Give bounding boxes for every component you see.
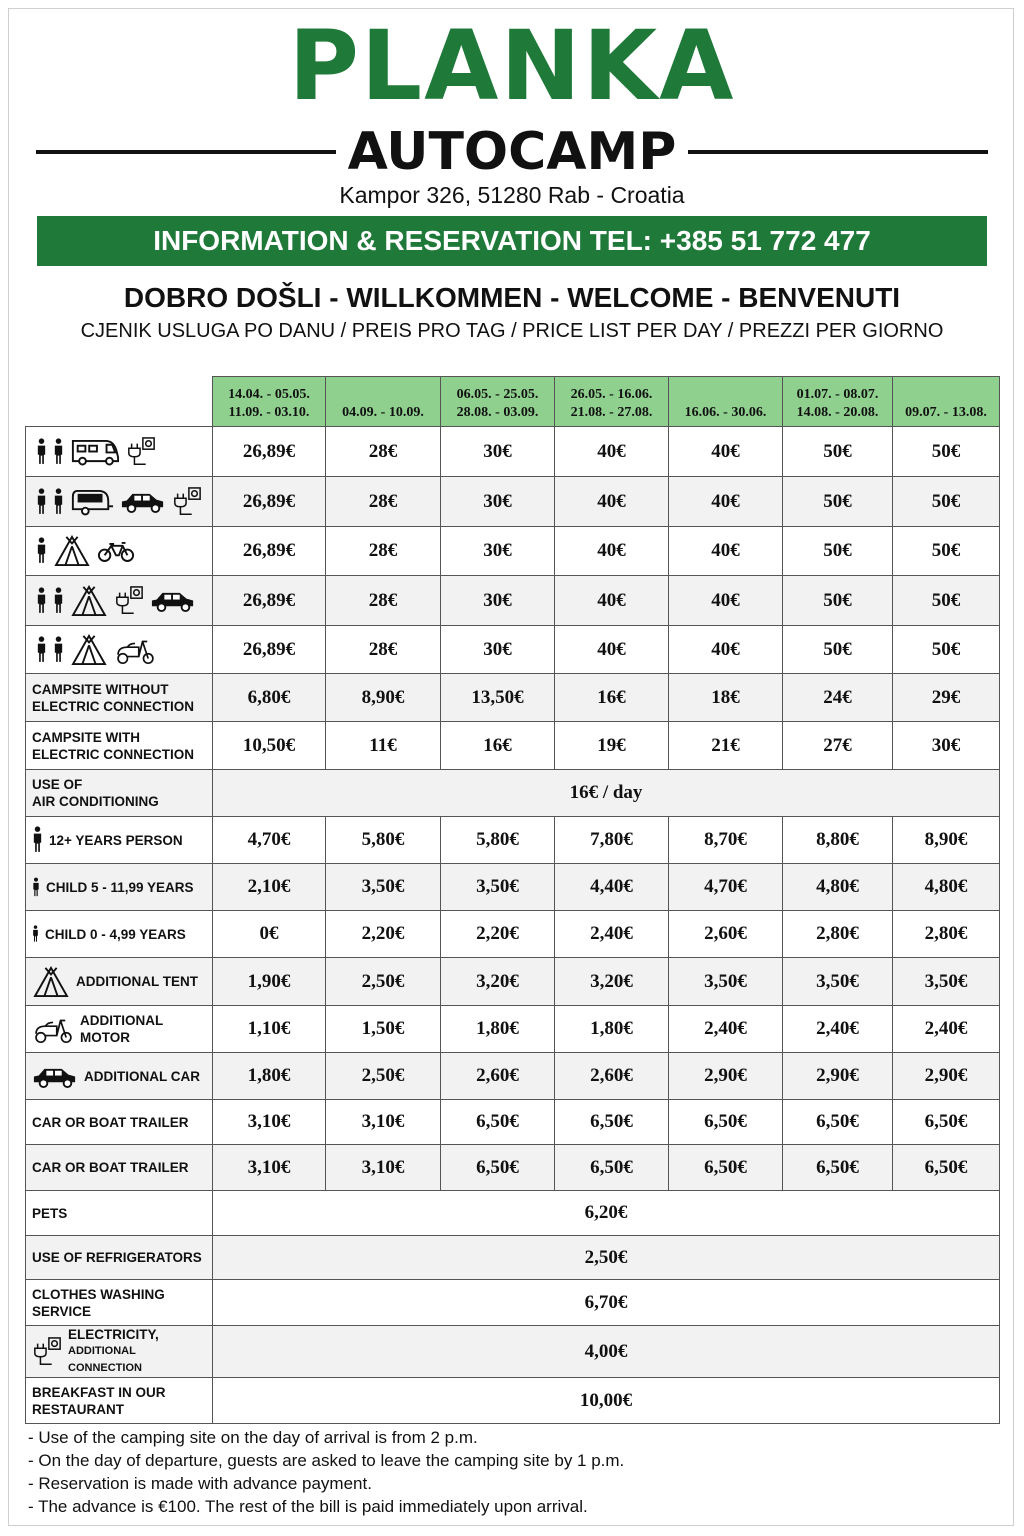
price-cell: 26,89€ <box>213 477 326 527</box>
table-row <box>26 626 1000 674</box>
row-label-cell <box>26 770 213 817</box>
price-cell: 3,50€ <box>441 864 555 911</box>
row-label-line: AIR CONDITIONING <box>32 794 159 809</box>
price-cell: 26,89€ <box>213 576 326 626</box>
row-icons <box>32 826 43 854</box>
price-cell: 6,50€ <box>555 1100 669 1145</box>
price-cell: 4,70€ <box>213 817 326 864</box>
price-cell: 40€ <box>669 427 783 477</box>
table-row <box>26 674 1000 722</box>
row-label-line: RESTAURANT <box>32 1401 124 1417</box>
price-cell: 50€ <box>893 626 1000 674</box>
row-label <box>76 973 198 990</box>
power-plug-icon <box>126 436 156 468</box>
camper-icon <box>70 437 120 466</box>
price-cell: 2,40€ <box>555 911 669 958</box>
season-dates: 04.09. - 10.09. <box>342 405 424 420</box>
header-corner <box>26 377 213 427</box>
price-cell: 40€ <box>555 477 669 527</box>
table-row <box>26 1100 1000 1145</box>
price-cell: 6,50€ <box>893 1145 1000 1191</box>
price-cell: 2,90€ <box>893 1053 1000 1100</box>
person-icon <box>53 438 64 466</box>
price-cell: 10,50€ <box>213 722 326 770</box>
row-label <box>32 1159 189 1176</box>
season-column-header <box>555 377 669 427</box>
price-cell: 4,80€ <box>893 864 1000 911</box>
price-cell: 6,50€ <box>893 1100 1000 1145</box>
row-label-line: CAR OR BOAT TRAILER <box>32 1160 189 1175</box>
table-row <box>26 1236 1000 1280</box>
table-row <box>26 958 1000 1006</box>
season-dates: 26.05. - 16.06. <box>570 387 653 402</box>
row-label <box>84 1068 200 1085</box>
price-cell: 6,50€ <box>783 1100 893 1145</box>
table-row <box>26 477 1000 527</box>
person-icon <box>36 438 47 466</box>
person-icon <box>53 587 64 615</box>
subtitle-row <box>36 124 988 180</box>
price-cell: 2,40€ <box>893 1006 1000 1053</box>
price-cell: 4,70€ <box>669 864 783 911</box>
season-dates: 14.08. - 20.08. <box>796 405 879 420</box>
power-plug-icon <box>114 585 144 617</box>
price-cell: 3,10€ <box>326 1145 441 1191</box>
price-cell: 4,40€ <box>555 864 669 911</box>
price-cell: 16€ <box>441 722 555 770</box>
table-row <box>26 1326 1000 1378</box>
car-icon <box>120 490 166 513</box>
price-cell: 50€ <box>783 427 893 477</box>
price-cell: 2,60€ <box>669 911 783 958</box>
reservation-banner: INFORMATION & RESERVATION TEL: +385 51 772 477 <box>37 216 987 266</box>
price-cell: 2,80€ <box>893 911 1000 958</box>
price-cell: 3,20€ <box>555 958 669 1006</box>
price-cell: 0€ <box>213 911 326 958</box>
row-label-cell <box>26 1378 213 1424</box>
child-icon <box>32 877 40 898</box>
price-cell: 40€ <box>669 477 783 527</box>
row-label-cell <box>26 1191 213 1236</box>
price-cell: 2,90€ <box>669 1053 783 1100</box>
price-cell: 6,50€ <box>669 1100 783 1145</box>
note-line: - Reservation is made with advance payment. <box>28 1474 372 1493</box>
notes <box>28 1426 624 1518</box>
row-label <box>68 1326 212 1377</box>
row-label-line: ELECTRIC CONNECTION <box>32 698 194 714</box>
row-icons <box>36 585 196 617</box>
row-label-line: CAR OR BOAT TRAILER <box>32 1114 189 1130</box>
price-cell: 2,10€ <box>213 864 326 911</box>
price-cell: 6,50€ <box>555 1145 669 1191</box>
scooter-icon <box>114 634 156 666</box>
price-cell: 30€ <box>441 427 555 477</box>
price-cell: 40€ <box>555 527 669 576</box>
row-label-cell <box>26 911 213 958</box>
price-cell: 8,90€ <box>893 817 1000 864</box>
row-icons <box>32 1336 62 1368</box>
row-label <box>32 681 194 715</box>
row-label-cell <box>26 427 213 477</box>
row-label <box>32 1384 166 1418</box>
price-cell: 1,10€ <box>213 1006 326 1053</box>
price-cell: 3,50€ <box>669 958 783 1006</box>
price-cell: 50€ <box>783 527 893 576</box>
season-dates: 06.05. - 25.05. <box>456 387 539 402</box>
price-cell: 40€ <box>669 576 783 626</box>
table-row <box>26 1191 1000 1236</box>
row-label-line: USE OF <box>32 777 83 792</box>
season-column-header <box>213 377 326 427</box>
scooter-icon <box>32 1013 74 1045</box>
person-icon <box>36 587 47 615</box>
row-icons <box>32 877 40 898</box>
price-cell: 24€ <box>783 674 893 722</box>
row-label-cell <box>26 864 213 911</box>
row-label <box>46 879 194 896</box>
row-icons <box>36 634 156 666</box>
row-label-cell <box>26 1326 213 1378</box>
person-icon <box>32 826 43 854</box>
price-cell: 29€ <box>893 674 1000 722</box>
season-column-header <box>326 377 441 427</box>
price-cell: 8,70€ <box>669 817 783 864</box>
row-label-line: BREAKFAST IN OUR <box>32 1384 166 1400</box>
price-cell: 50€ <box>893 477 1000 527</box>
row-label-line: ELECTRIC CONNECTION <box>32 746 194 762</box>
price-cell: 30€ <box>441 477 555 527</box>
table-row <box>26 1145 1000 1191</box>
price-cell: 6,50€ <box>669 1145 783 1191</box>
row-label-cell <box>26 817 213 864</box>
person-icon <box>36 537 47 565</box>
price-cell: 6,20€ <box>213 1191 1000 1236</box>
note-line: - On the day of departure, guests are asked to leave the camping site by 1 p.m. <box>28 1451 625 1470</box>
season-dates: 01.07. - 08.07. <box>796 387 879 402</box>
row-label-cell <box>26 1145 213 1191</box>
row-label <box>32 729 194 763</box>
row-label <box>32 776 159 810</box>
power-plug-icon <box>32 1336 62 1368</box>
season-column-header <box>893 377 1000 427</box>
row-label <box>32 1114 189 1131</box>
row-label-cell <box>26 958 213 1006</box>
price-cell: 28€ <box>326 477 441 527</box>
price-cell: 4,80€ <box>783 864 893 911</box>
price-cell: 30€ <box>893 722 1000 770</box>
row-icons <box>32 1065 78 1088</box>
price-cell: 2,60€ <box>555 1053 669 1100</box>
price-cell: 28€ <box>326 626 441 674</box>
row-label-cell <box>26 477 213 527</box>
price-cell: 3,20€ <box>441 958 555 1006</box>
row-label-cell <box>26 1006 213 1053</box>
table-row <box>26 527 1000 576</box>
season-dates: 16.06. - 30.06. <box>684 405 767 420</box>
price-cell: 2,50€ <box>326 1053 441 1100</box>
table-row <box>26 817 1000 864</box>
row-label-line: USE OF REFRIGERATORS <box>32 1250 202 1265</box>
row-label-cell <box>26 576 213 626</box>
season-column-header <box>441 377 555 427</box>
car-icon <box>32 1065 78 1088</box>
price-cell: 6,50€ <box>441 1100 555 1145</box>
price-cell: 50€ <box>783 626 893 674</box>
price-cell: 8,90€ <box>326 674 441 722</box>
row-label-line: ADDITIONAL MOTOR <box>80 1013 163 1045</box>
person-icon <box>53 488 64 516</box>
price-cell: 2,50€ <box>326 958 441 1006</box>
table-row <box>26 427 1000 477</box>
price-cell: 50€ <box>893 576 1000 626</box>
season-dates: 21.08. - 27.08. <box>570 405 653 420</box>
row-label <box>32 1205 67 1222</box>
price-cell: 2,60€ <box>441 1053 555 1100</box>
price-cell: 6,80€ <box>213 674 326 722</box>
person-icon <box>36 636 47 664</box>
row-label-line: ADDITIONAL CAR <box>84 1068 200 1084</box>
row-label <box>32 1286 165 1320</box>
price-cell: 18€ <box>669 674 783 722</box>
row-label-cell <box>26 1280 213 1326</box>
price-cell: 6,50€ <box>783 1145 893 1191</box>
row-label-line: CHILD 5 - 11,99 YEARS <box>46 879 194 895</box>
bicycle-icon <box>97 540 135 563</box>
row-label-cell <box>26 626 213 674</box>
price-cell: 1,80€ <box>555 1006 669 1053</box>
row-label-line: ADDITIONAL TENT <box>76 974 198 989</box>
table-header <box>26 377 1000 427</box>
address: Kampor 326, 51280 Rab - Croatia <box>339 182 685 208</box>
price-cell: 30€ <box>441 626 555 674</box>
price-cell: 28€ <box>326 576 441 626</box>
price-cell: 6,70€ <box>213 1280 1000 1326</box>
divider-left <box>36 150 336 154</box>
price-cell: 40€ <box>555 427 669 477</box>
tent-icon <box>70 634 108 666</box>
row-label-line: ADDITIONAL CONNECTION <box>68 1345 142 1374</box>
price-cell: 21€ <box>669 722 783 770</box>
price-cell: 2,40€ <box>669 1006 783 1053</box>
subtitle: AUTOCAMP <box>347 122 677 182</box>
note-line: - Use of the camping site on the day of arrival is from 2 p.m. <box>28 1428 478 1447</box>
table-row <box>26 1053 1000 1100</box>
price-cell: 16€ / day <box>213 770 1000 817</box>
price-cell: 40€ <box>669 626 783 674</box>
tent-icon <box>70 585 108 617</box>
row-label-cell <box>26 527 213 576</box>
price-table <box>25 376 1000 1424</box>
tent-icon <box>53 535 91 567</box>
price-cell: 50€ <box>893 427 1000 477</box>
row-label-line: ELECTRICITY, <box>68 1327 159 1342</box>
price-cell: 13,50€ <box>441 674 555 722</box>
row-label-line: PETS <box>32 1205 68 1221</box>
price-cell: 3,10€ <box>213 1145 326 1191</box>
price-cell: 2,50€ <box>213 1236 1000 1280</box>
price-cell: 50€ <box>783 477 893 527</box>
row-label-cell <box>26 1236 213 1280</box>
note-line: - The advance is €100. The rest of the bill is paid immediately upon arrival. <box>28 1497 588 1516</box>
row-icons <box>36 436 156 468</box>
table-row <box>26 770 1000 817</box>
season-column-header <box>669 377 783 427</box>
price-cell: 2,90€ <box>783 1053 893 1100</box>
price-cell: 3,50€ <box>326 864 441 911</box>
price-cell: 26,89€ <box>213 427 326 477</box>
row-icons <box>32 1013 74 1045</box>
caravan-icon <box>70 487 114 516</box>
car-icon <box>150 589 196 612</box>
price-cell: 28€ <box>326 427 441 477</box>
price-cell: 3,50€ <box>893 958 1000 1006</box>
person-icon <box>36 488 47 516</box>
price-cell: 19€ <box>555 722 669 770</box>
divider-right <box>688 150 988 154</box>
person-icon <box>53 636 64 664</box>
power-plug-icon <box>172 486 202 518</box>
price-cell: 11€ <box>326 722 441 770</box>
price-cell: 27€ <box>783 722 893 770</box>
row-label-cell <box>26 1053 213 1100</box>
season-dates: 09.07. - 13.08. <box>905 405 987 420</box>
price-cell: 3,10€ <box>213 1100 326 1145</box>
row-icons <box>32 966 70 998</box>
row-label <box>32 1249 202 1266</box>
table-row <box>26 1006 1000 1053</box>
price-cell: 6,50€ <box>441 1145 555 1191</box>
price-cell: 7,80€ <box>555 817 669 864</box>
row-label-cell <box>26 1100 213 1145</box>
table-row <box>26 911 1000 958</box>
row-label-line: 12+ YEARS PERSON <box>49 832 183 848</box>
price-cell: 50€ <box>893 527 1000 576</box>
table-row <box>26 864 1000 911</box>
row-label-line: CAMPSITE WITH <box>32 729 140 745</box>
price-cell: 30€ <box>441 527 555 576</box>
row-label-cell <box>26 674 213 722</box>
price-cell: 2,40€ <box>783 1006 893 1053</box>
table-row <box>26 722 1000 770</box>
price-cell: 26,89€ <box>213 527 326 576</box>
small-child-icon <box>32 925 39 943</box>
price-cell: 40€ <box>669 527 783 576</box>
season-dates: 11.09. - 03.10. <box>228 405 310 420</box>
season-column-header <box>783 377 893 427</box>
row-label <box>45 926 186 943</box>
price-list-heading: CJENIK USLUGA PO DANU / PREIS PRO TAG / PRICE LIST PER DAY / PREZZI PER GIORNO <box>80 320 944 342</box>
row-icons <box>36 486 202 518</box>
price-cell: 1,90€ <box>213 958 326 1006</box>
row-icons <box>36 535 135 567</box>
season-dates: 14.04. - 05.05. <box>228 387 310 402</box>
row-label <box>80 1012 212 1046</box>
price-cell: 5,80€ <box>441 817 555 864</box>
row-label-line: CHILD 0 - 4,99 YEARS <box>45 926 186 942</box>
brand-logo: PLANKA <box>288 10 736 122</box>
tent-icon <box>32 966 70 998</box>
row-label-cell <box>26 722 213 770</box>
price-cell: 16€ <box>555 674 669 722</box>
price-cell: 8,80€ <box>783 817 893 864</box>
row-label-line: SERVICE <box>32 1303 92 1319</box>
table-row <box>26 576 1000 626</box>
row-label-line: CLOTHES WASHING <box>32 1286 165 1302</box>
price-cell: 30€ <box>441 576 555 626</box>
price-cell: 40€ <box>555 576 669 626</box>
price-cell: 2,80€ <box>783 911 893 958</box>
price-cell: 3,50€ <box>783 958 893 1006</box>
price-cell: 28€ <box>326 527 441 576</box>
season-dates: 28.08. - 03.09. <box>456 405 539 420</box>
price-cell: 2,20€ <box>441 911 555 958</box>
price-cell: 4,00€ <box>213 1326 1000 1378</box>
price-cell: 50€ <box>783 576 893 626</box>
welcome-heading: DOBRO DOŠLI - WILLKOMMEN - WELCOME - BENVENUTI <box>123 282 901 313</box>
price-cell: 10,00€ <box>213 1378 1000 1424</box>
row-label-line: CAMPSITE WITHOUT <box>32 681 169 697</box>
price-cell: 26,89€ <box>213 626 326 674</box>
price-cell: 1,80€ <box>441 1006 555 1053</box>
table-row <box>26 1280 1000 1326</box>
price-cell: 5,80€ <box>326 817 441 864</box>
price-cell: 1,50€ <box>326 1006 441 1053</box>
table-row <box>26 1378 1000 1424</box>
price-cell: 2,20€ <box>326 911 441 958</box>
row-icons <box>32 925 39 943</box>
row-label <box>49 832 183 849</box>
price-cell: 40€ <box>555 626 669 674</box>
price-cell: 1,80€ <box>213 1053 326 1100</box>
price-cell: 3,10€ <box>326 1100 441 1145</box>
